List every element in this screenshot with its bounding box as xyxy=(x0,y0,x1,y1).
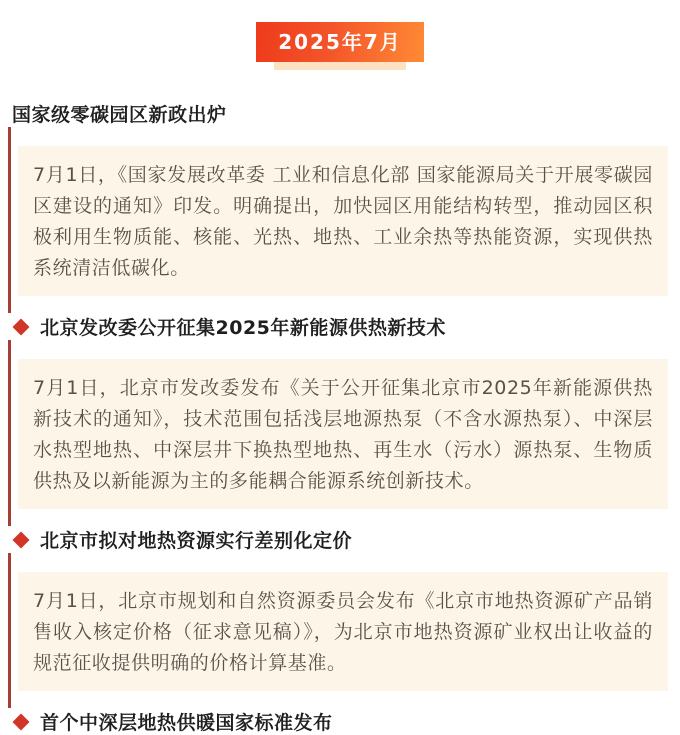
section-paragraph: 7月1日，《国家发展改革委 工业和信息化部 国家能源局关于开展零碳园区建设的通知》印发。明确提出，加快园区用能结构转型，推动园区积极利用生物质能、核能、光热、地热、工业余热等热能资源，实现供热系统清洁低碳化。 xyxy=(33,164,653,279)
section-body xyxy=(8,127,668,313)
quote-box xyxy=(18,359,668,509)
month-banner: 2025年7月 xyxy=(256,22,424,62)
section-title-text: 北京发改委公开征集2025年新能源供热新技术 xyxy=(40,317,446,339)
section-body xyxy=(8,340,668,526)
banner-shadow xyxy=(274,62,406,70)
section-paragraph: 7月1日，北京市规划和自然资源委员会发布《北京市地热资源矿产品销售收入核定价格（征求意见稿）》，为北京市地热资源矿业权出让收益的规范征收提供明确的价格计算基准。 xyxy=(33,590,653,674)
quote-left-rule xyxy=(8,127,11,313)
section-heading xyxy=(12,100,668,127)
section-title-text: 首个中深层地热供暖国家标准发布 xyxy=(40,712,333,734)
banner-area xyxy=(0,0,680,70)
quote-left-rule xyxy=(8,553,11,708)
section-heading xyxy=(12,708,668,735)
diamond-bullet-icon xyxy=(13,531,30,548)
section-title-text: 北京市拟对地热资源实行差别化定价 xyxy=(40,530,353,552)
diamond-bullet-icon xyxy=(13,318,30,335)
news-section-3 xyxy=(0,526,680,708)
diamond-bullet-icon xyxy=(13,713,30,730)
section-body xyxy=(8,553,668,708)
quote-left-rule xyxy=(8,340,11,526)
section-title-text: 国家级零碳园区新政出炉 xyxy=(12,104,227,126)
quote-box xyxy=(18,572,668,691)
section-paragraph: 7月1日，北京市发改委发布《关于公开征集北京市2025年新能源供热新技术的通知》，技术范围包括浅层地源热泵（不含水源热泵）、中深层水热型地热、中深层井下换热型地热、再生水（污水）源热泵、生物质供热及以新能源为主的多能耦合能源系统创新技术。 xyxy=(33,377,653,492)
news-section-2 xyxy=(0,313,680,526)
quote-box xyxy=(18,146,668,296)
news-section-4 xyxy=(0,708,680,735)
news-section-1 xyxy=(0,100,680,313)
section-heading xyxy=(12,313,668,340)
section-heading xyxy=(12,526,668,553)
